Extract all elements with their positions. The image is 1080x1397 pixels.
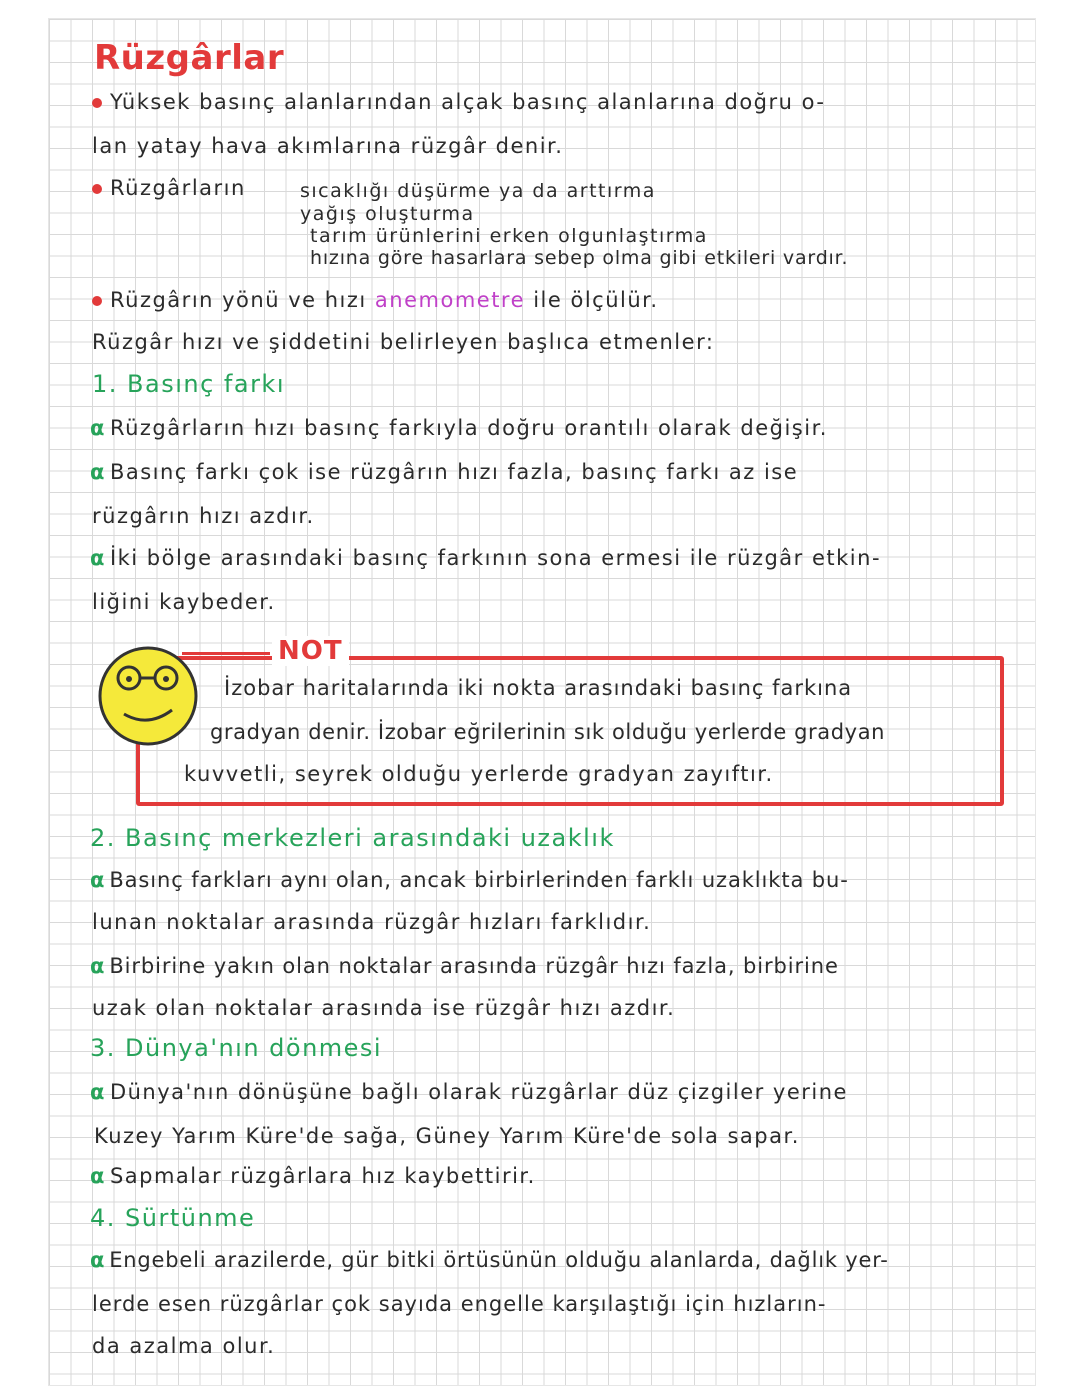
section-3-line: α Sapmalar rüzgârlara hız kaybettirir. [90, 1164, 536, 1188]
section-3-line: Kuzey Yarım Küre'de sağa, Güney Yarım Küre'de sola sapar. [94, 1124, 800, 1148]
section-1-line: rüzgârın hızı azdır. [92, 504, 315, 528]
effect-1: sıcaklığı düşürme ya da arttırma [300, 180, 656, 202]
note-label: NOT [272, 636, 349, 666]
intro-line-1: Yüksek basınç alanlarından alçak basınç alanlarına doğru o- [92, 90, 825, 114]
section-1-line: α Basınç farkı çok ise rüzgârın hızı fazla, basınç farkı az ise [90, 460, 799, 484]
smiley-with-glasses-icon [96, 644, 200, 748]
section-4-line: α Engebeli arazilerde, gür bitki örtüsünün olduğu alanlarda, dağlık yer- [90, 1248, 889, 1272]
anemometer-word: anemometre [374, 288, 526, 312]
section-3-line: α Dünya'nın dönüşüne bağlı olarak rüzgârlar düz çizgiler yerine [90, 1080, 848, 1104]
factors-heading: Rüzgâr hızı ve şiddetini belirleyen başlıca etmenler: [92, 330, 715, 354]
alpha-bullet-icon: α [90, 546, 106, 570]
section-4-heading: 4. Sürtünme [90, 1204, 256, 1232]
effect-2: yağış oluşturma [300, 203, 475, 225]
note-line-1: İzobar haritalarında iki nokta arasındaki basınç farkına [224, 676, 853, 700]
effect-4: hızına göre hasarlara sebep olma gibi etkileri vardır. [310, 247, 849, 269]
section-4-line: da azalma olur. [92, 1334, 276, 1358]
note-line-2: gradyan denir. İzobar eğrilerinin sık olduğu yerlerde gradyan [210, 720, 886, 744]
alpha-bullet-icon: α [90, 954, 106, 978]
alpha-bullet-icon: α [90, 1248, 106, 1272]
section-1-heading: 1. Basınç farkı [92, 370, 285, 398]
section-3-heading: 3. Dünya'nın dönmesi [90, 1034, 383, 1062]
effects-label: Rüzgârların [92, 176, 246, 200]
intro-line-2: lan yatay hava akımlarına rüzgâr denir. [92, 134, 564, 158]
bullet-dot-icon [92, 184, 102, 194]
alpha-bullet-icon: α [90, 1080, 106, 1104]
section-1-line: α Rüzgârların hızı basınç farkıyla doğru orantılı olarak değişir. [90, 416, 828, 440]
section-1-line: α İki bölge arasındaki basınç farkının sona ermesi ile rüzgâr etkin- [90, 546, 882, 570]
bullet-dot-icon [92, 98, 102, 108]
section-2-line: lunan noktalar arasında rüzgâr hızları farklıdır. [92, 910, 652, 934]
section-2-line: uzak olan noktalar arasında ise rüzgâr hızı azdır. [92, 996, 676, 1020]
section-2-heading: 2. Basınç merkezleri arasındaki uzaklık [90, 824, 615, 852]
section-2-line: α Birbirine yakın olan noktalar arasında rüzgâr hızı fazla, birbirine [90, 954, 839, 978]
section-4-line: lerde esen rüzgârlar çok sayıda engelle karşılaştığı için hızların- [92, 1292, 827, 1316]
page-title: Rüzgârlar [94, 38, 285, 78]
alpha-bullet-icon: α [90, 460, 106, 484]
effect-3: tarım ürünlerini erken olgunlaştırma [310, 225, 708, 247]
alpha-bullet-icon: α [90, 416, 106, 440]
alpha-bullet-icon: α [90, 868, 106, 892]
section-1-line: liğini kaybeder. [92, 590, 276, 614]
section-2-line: α Basınç farkları aynı olan, ancak birbirlerinden farklı uzaklıkta bu- [90, 868, 849, 892]
note-line-3: kuvvetli, seyrek olduğu yerlerde gradyan zayıftır. [184, 762, 774, 786]
bullet-dot-icon [92, 296, 102, 306]
alpha-bullet-icon: α [90, 1164, 106, 1188]
measure-line: Rüzgârın yönü ve hızı anemometre ile ölçülür. [92, 288, 659, 312]
